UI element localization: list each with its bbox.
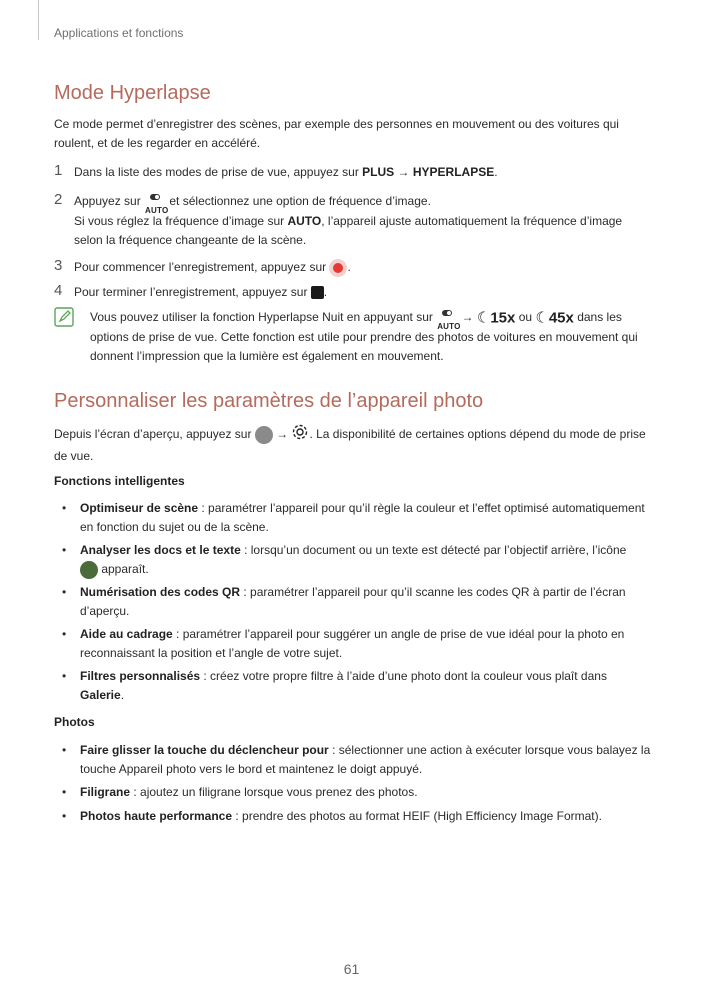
header-rule: [38, 0, 39, 40]
list-item: • Analyser les docs et le texte : lorsqu’un document ou un texte est détecté par l’objectif arrière, l’icône apparaît.: [62, 541, 652, 579]
step-2: 2 Appuyez sur AUTO et sélectionnez une option de fréquence d’image. Si vous réglez la fréquence d’image sur AUTO, l’appareil ajuste automatiquement la fréquence d’image selon la fréquence changeante de la scène.: [54, 191, 623, 247]
night-45x-option[interactable]: ☾45x: [535, 309, 574, 327]
step-3: 3 Pour commencer l’enregistrement, appuyez sur .: [54, 258, 654, 277]
list-item: • Filigrane : ajoutez un filigrane lorsque vous prenez des photos.: [62, 785, 418, 799]
list-item: • Filtres personnalisés : créez votre propre filtre à l’aide d’une photo dont la couleur vous plaît dans Galerie.: [62, 669, 607, 702]
list-item: • Optimiseur de scène : paramétrer l’appareil pour qu’il règle la couleur et l’effet optimisé automatiquement en fonction du sujet ou de la scène.: [62, 501, 645, 534]
step-1: 1 Dans la liste des modes de prise de vue, appuyez sur PLUS → HYPERLAPSE.: [54, 162, 498, 179]
auto-framerate-icon[interactable]: AUTO: [144, 192, 166, 212]
section-header: Applications et fonctions: [54, 26, 184, 40]
settings-gear-icon[interactable]: [291, 423, 309, 447]
smart-functions-heading: Fonctions intelligentes: [54, 474, 185, 488]
stop-button-icon[interactable]: [311, 286, 324, 299]
hyperlapse-intro: Ce mode permet d’enregistrer des scènes, par exemple des personnes en mouvement ou des voitures qui roulent, et de les regarder en accéléré.: [54, 117, 619, 150]
hyperlapse-title: Mode Hyperlapse: [54, 82, 211, 104]
step-4: 4 Pour terminer l’enregistrement, appuyez sur .: [54, 282, 328, 299]
settings-intro: Depuis l’écran d’aperçu, appuyez sur → . La disponibilité de certaines options dépend du mode de prise de vue.: [54, 423, 654, 466]
more-options-icon[interactable]: [255, 426, 273, 444]
auto-framerate-icon[interactable]: AUTO: [436, 308, 458, 328]
record-button-icon[interactable]: [329, 259, 347, 277]
list-item: • Photos haute performance : prendre des photos au format HEIF (High Efficiency Image Format).: [62, 809, 602, 823]
list-item: • Numérisation des codes QR : paramétrer l’appareil pour qu’il scanne les codes QR à partir de l’écran d’aperçu.: [62, 585, 626, 618]
note-icon: [54, 307, 74, 327]
scan-document-icon: [80, 561, 98, 579]
night-15x-option[interactable]: ☾15x: [476, 309, 516, 327]
list-item: • Faire glisser la touche du déclencheur pour : sélectionner une action à exécuter lorsque vous balayez la touche Appareil photo vers le bord et maintenez le doigt appuyé.: [62, 743, 651, 776]
hyperlapse-note: Vous pouvez utiliser la fonction Hyperlapse Nuit en appuyant sur AUTO → ☾15x ou ☾45x dans les options de prise de vue. Cette fonction est utile pour prendre des photos de voitures en mouvement qui donnent l’impression que la lumière est également en mouvement.: [90, 309, 638, 363]
photos-heading: Photos: [54, 715, 95, 729]
list-item: • Aide au cadrage : paramétrer l’appareil pour suggérer un angle de prise de vue idéal pour la photo en reconnaissant la position et l’angle de votre sujet.: [62, 627, 625, 660]
settings-title: Personnaliser les paramètres de l’appareil photo: [54, 390, 484, 412]
page-number: 61: [343, 961, 360, 977]
